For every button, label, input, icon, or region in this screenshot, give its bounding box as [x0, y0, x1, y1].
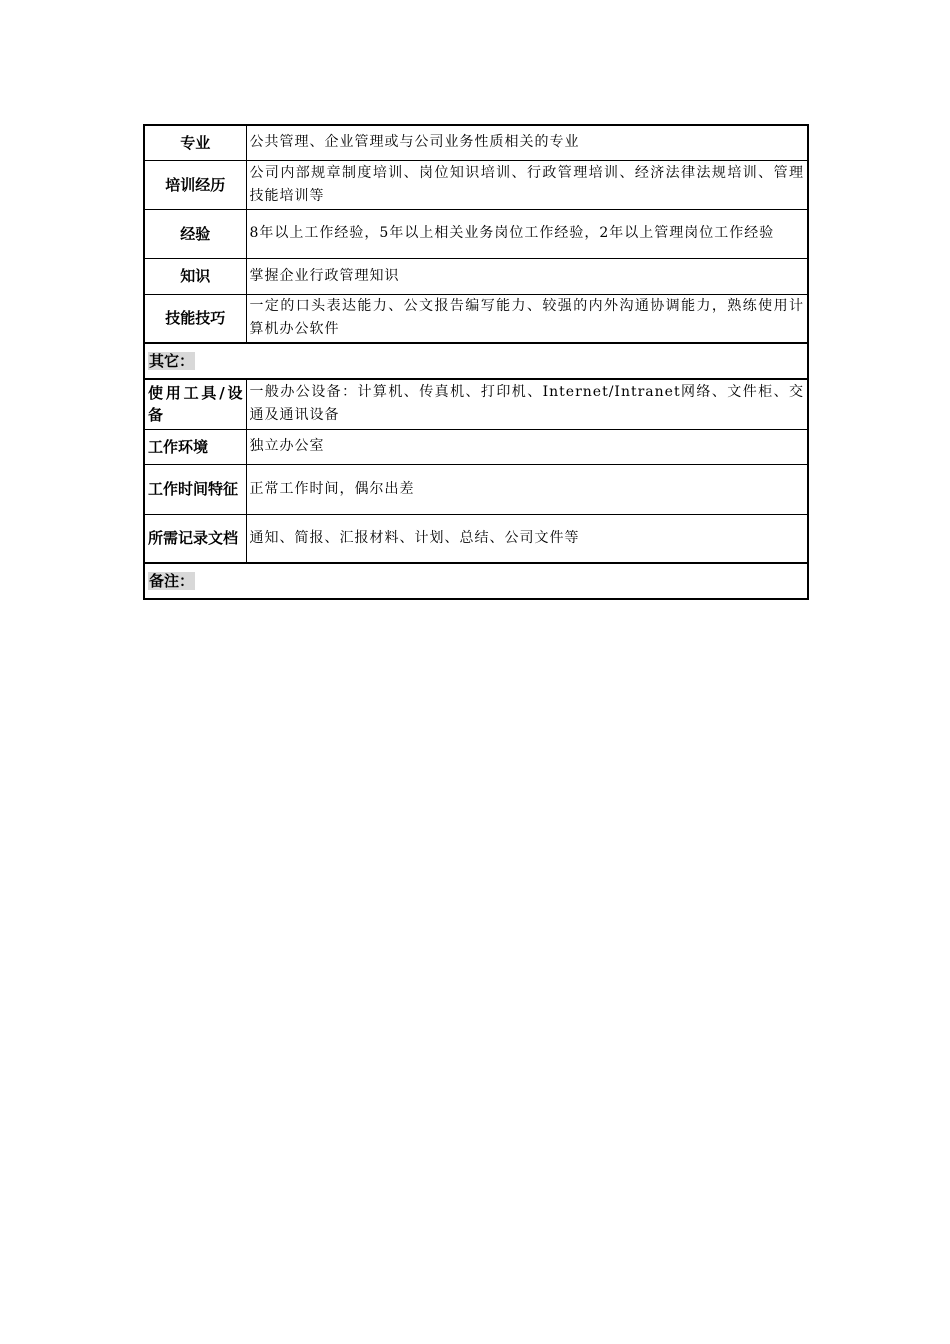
job-requirements-table: [143, 124, 809, 600]
section-heading-notes: [144, 563, 808, 599]
row-value-experience: 8年以上工作经验，5年以上相关业务岗位工作经验，2年以上管理岗位工作经验: [246, 209, 808, 258]
table-row: [144, 125, 808, 160]
section-heading-other-text: 其它：: [149, 352, 195, 370]
table-row: [144, 294, 808, 343]
row-label-experience: 经验: [144, 209, 246, 258]
row-value-work-hours: 正常工作时间，偶尔出差: [246, 464, 808, 514]
row-value-knowledge: 掌握企业行政管理知识: [246, 258, 808, 294]
row-value-environment: 独立办公室: [246, 429, 808, 464]
section-heading-notes-text: 备注：: [149, 572, 195, 590]
table-row: [144, 209, 808, 258]
table-row: [144, 258, 808, 294]
row-value-documents: 通知、简报、汇报材料、计划、总结、公司文件等: [246, 514, 808, 563]
row-label-training: 培训经历: [144, 160, 246, 209]
section-heading-other: [144, 343, 808, 379]
table-row: [144, 379, 808, 429]
row-label-knowledge: 知识: [144, 258, 246, 294]
table-row: [144, 429, 808, 464]
table-row: [144, 464, 808, 514]
row-label-environment: 工作环境: [144, 429, 246, 464]
row-label-work-hours: 工作时间特征: [144, 464, 246, 514]
row-label-skills: 技能技巧: [144, 294, 246, 343]
row-label-tools: 使用工具/设备: [144, 379, 246, 429]
section-row-notes: [144, 563, 808, 599]
section-row-other: [144, 343, 808, 379]
row-label-major: 专业: [144, 125, 246, 160]
row-value-training: 公司内部规章制度培训、岗位知识培训、行政管理培训、经济法律法规培训、管理技能培训等: [246, 160, 808, 209]
row-value-tools: 一般办公设备：计算机、传真机、打印机、Internet/Intranet网络、文件柜、交通及通讯设备: [246, 379, 808, 429]
row-value-major: 公共管理、企业管理或与公司业务性质相关的专业: [246, 125, 808, 160]
table-row: [144, 514, 808, 563]
row-label-documents: 所需记录文档: [144, 514, 246, 563]
table-row: [144, 160, 808, 209]
row-value-skills: 一定的口头表达能力、公文报告编写能力、较强的内外沟通协调能力，熟练使用计算机办公软件: [246, 294, 808, 343]
